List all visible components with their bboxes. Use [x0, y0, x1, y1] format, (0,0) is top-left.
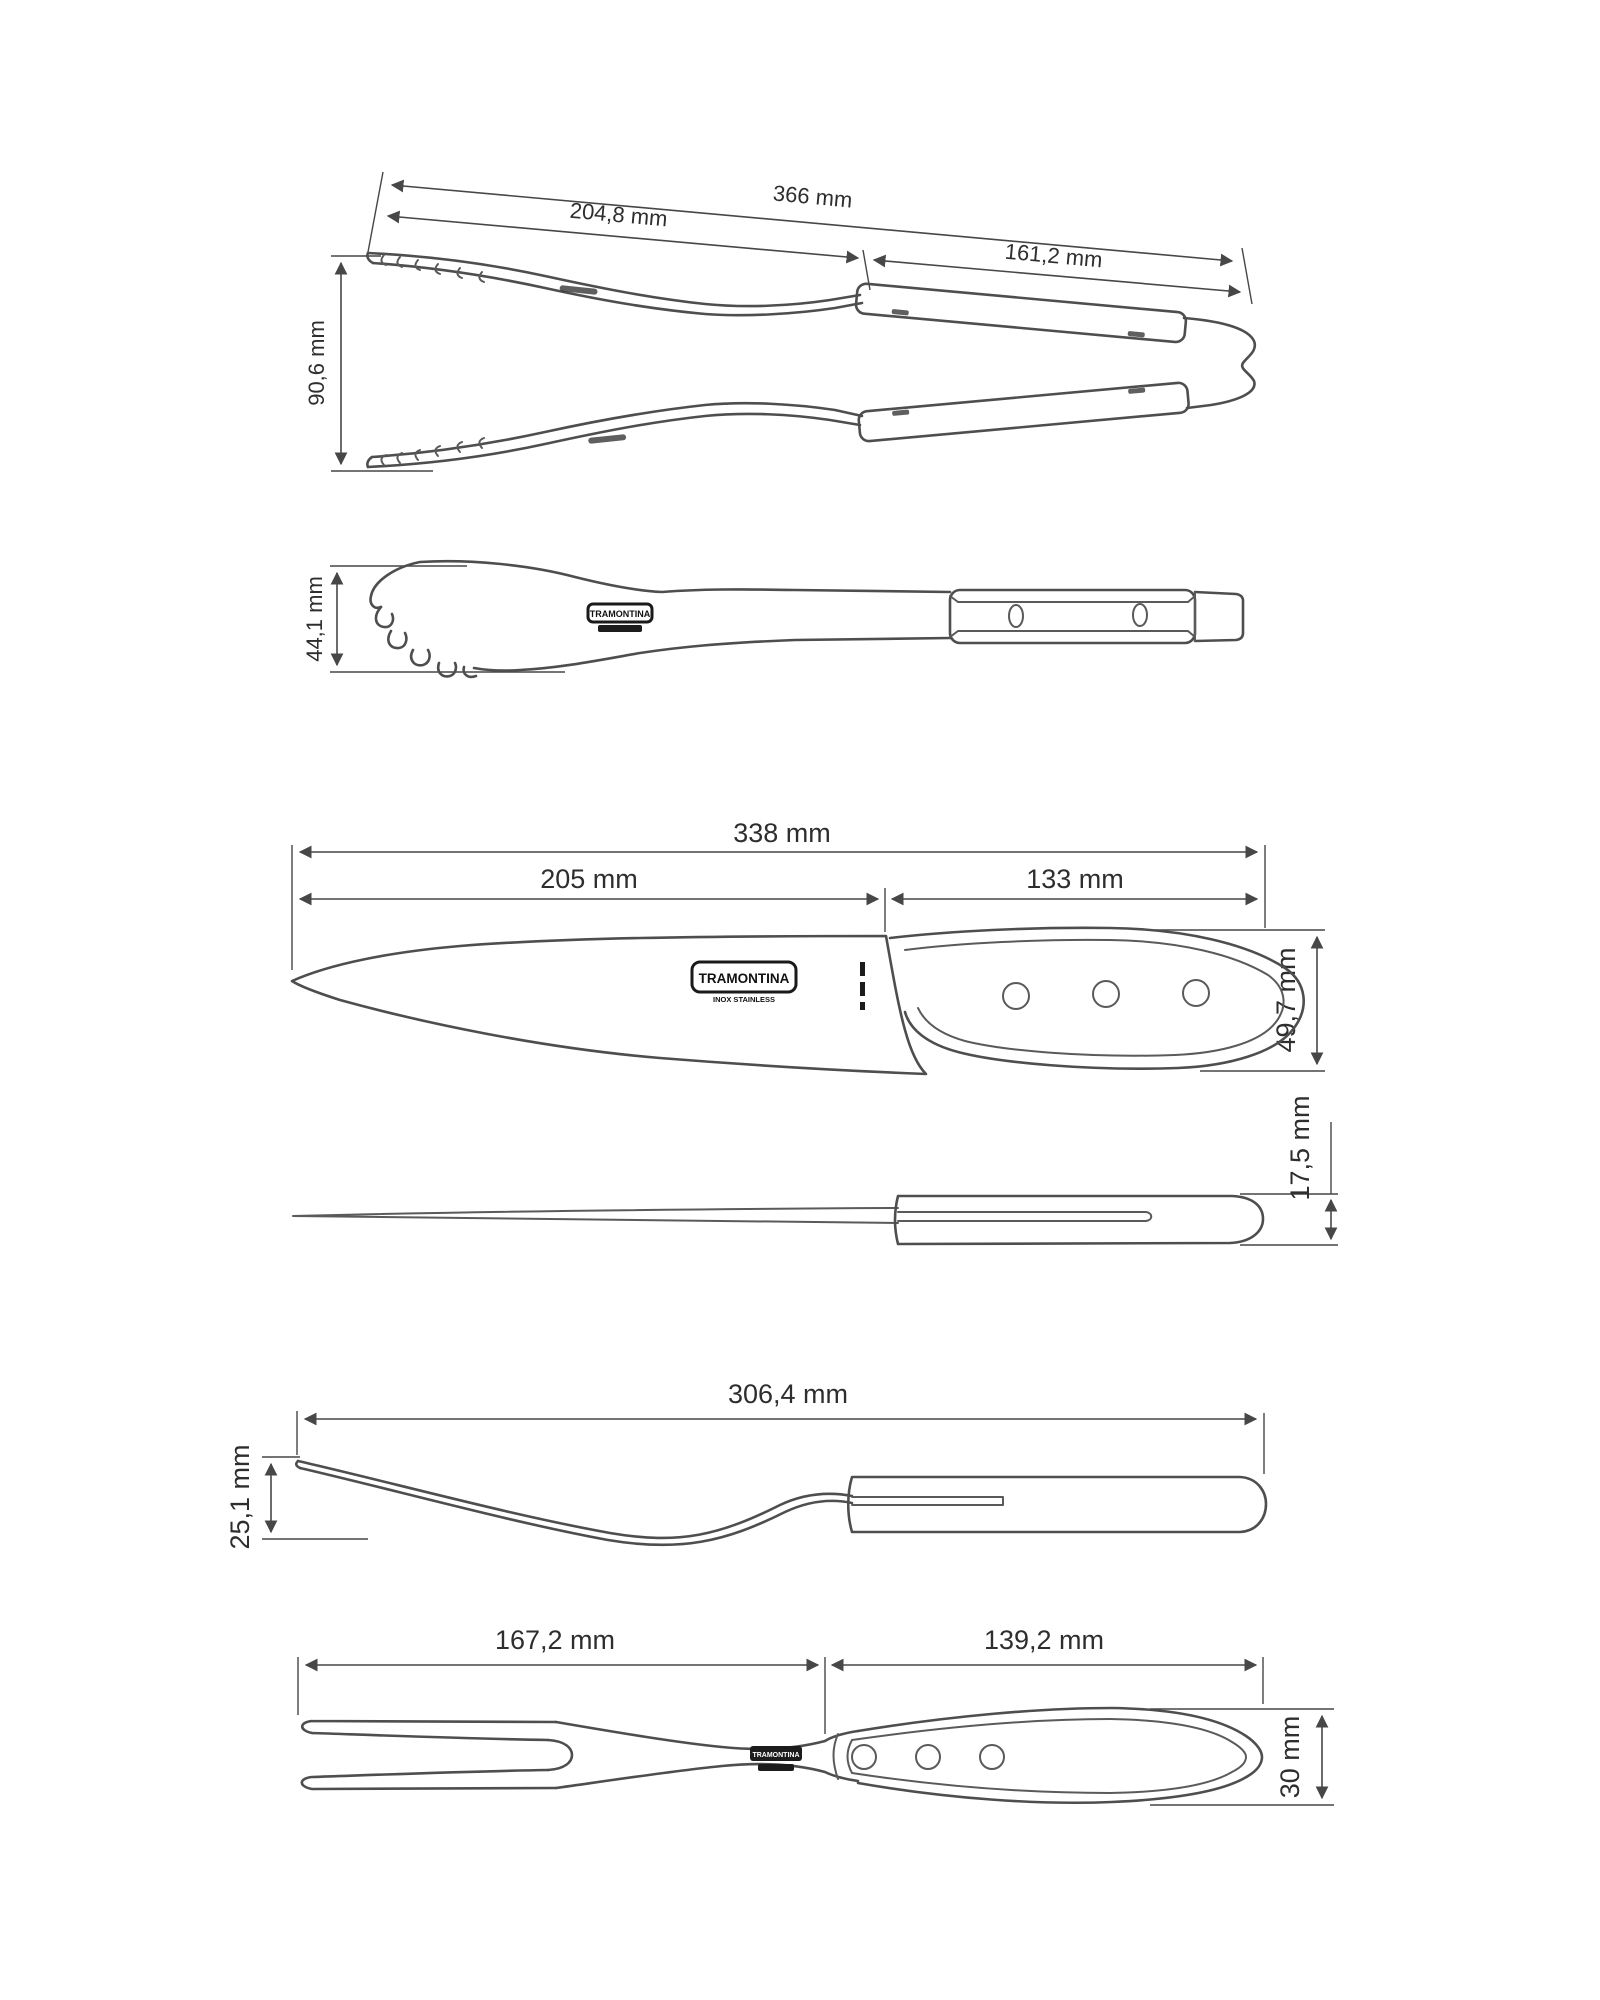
fork-handle-label: 139,2 mm — [983, 1625, 1105, 1655]
knife-outline — [292, 928, 1304, 1074]
knife-total-label: 338 mm — [733, 818, 831, 848]
knife-logo-stamp — [692, 962, 796, 1004]
tongs-total-label: 366 mm — [771, 180, 854, 213]
sleeve-clip — [892, 409, 909, 416]
tongs-opening-label: 90,6 mm — [304, 320, 329, 406]
knife-logo-text: TRAMONTINA — [698, 971, 790, 986]
rivet — [1183, 980, 1209, 1006]
tongs-top-view — [304, 172, 1255, 471]
knife-spine-view — [293, 1095, 1338, 1245]
dim-tongs-total — [368, 172, 1252, 304]
tongs-top-outline — [367, 253, 1255, 467]
fork-side-view — [225, 1379, 1266, 1550]
rivet — [852, 1745, 876, 1769]
rivet — [1093, 981, 1119, 1007]
sleeve-clip — [892, 309, 909, 316]
knife-side-view — [292, 818, 1325, 1074]
knife-handle-label: 133 mm — [1026, 864, 1124, 894]
dim-tongs-opening — [304, 256, 433, 471]
dim-fork-tine-drop — [225, 1444, 368, 1549]
knife-blade-label: 205 mm — [540, 864, 638, 894]
dim-knife-thickness — [1240, 1095, 1338, 1245]
fork-head-label: 167,2 mm — [494, 1625, 616, 1655]
dim-fork-head-handle — [298, 1625, 1263, 1734]
fork-total-label: 306,4 mm — [727, 1379, 849, 1409]
fork-top-outline — [302, 1708, 1262, 1803]
tongs-handle-label: 161,2 mm — [1003, 238, 1104, 273]
sleeve-clip — [1128, 331, 1145, 338]
rivet — [980, 1745, 1004, 1769]
tongs-logo-stamp — [588, 604, 652, 632]
tongs-height-label: 44,1 mm — [302, 576, 327, 662]
dim-tongs-height — [302, 566, 565, 672]
fork-top-view — [298, 1625, 1334, 1805]
dim-knife-blade-handle — [300, 864, 1257, 932]
tongs-head-label: 204,8 mm — [568, 197, 669, 232]
dim-tongs-head-handle — [388, 198, 1240, 292]
knife-spine-outline — [293, 1196, 1263, 1244]
knife-thickness-label: 17,5 mm — [1285, 1095, 1315, 1201]
fork-width-label: 30 mm — [1275, 1715, 1305, 1799]
dim-knife-handle-height — [1155, 930, 1325, 1071]
tongs-logo-text: TRAMONTINA — [589, 609, 651, 619]
knife-logo-subtext: INOX STAINLESS — [713, 995, 775, 1004]
dim-fork-total — [297, 1379, 1264, 1474]
fork-tine-drop-label: 25,1 mm — [225, 1444, 255, 1550]
tongs-side-view — [302, 561, 1243, 677]
arm-stamp — [588, 434, 626, 444]
knife-handle-height-label: 49,7 mm — [1271, 947, 1301, 1053]
rivet — [916, 1745, 940, 1769]
blade-mark — [860, 962, 865, 1010]
rivet — [1003, 983, 1029, 1009]
fork-logo-text: TRAMONTINA — [752, 1752, 800, 1759]
fork-side-outline — [296, 1461, 1266, 1545]
tongs-side-outline — [371, 561, 1243, 677]
